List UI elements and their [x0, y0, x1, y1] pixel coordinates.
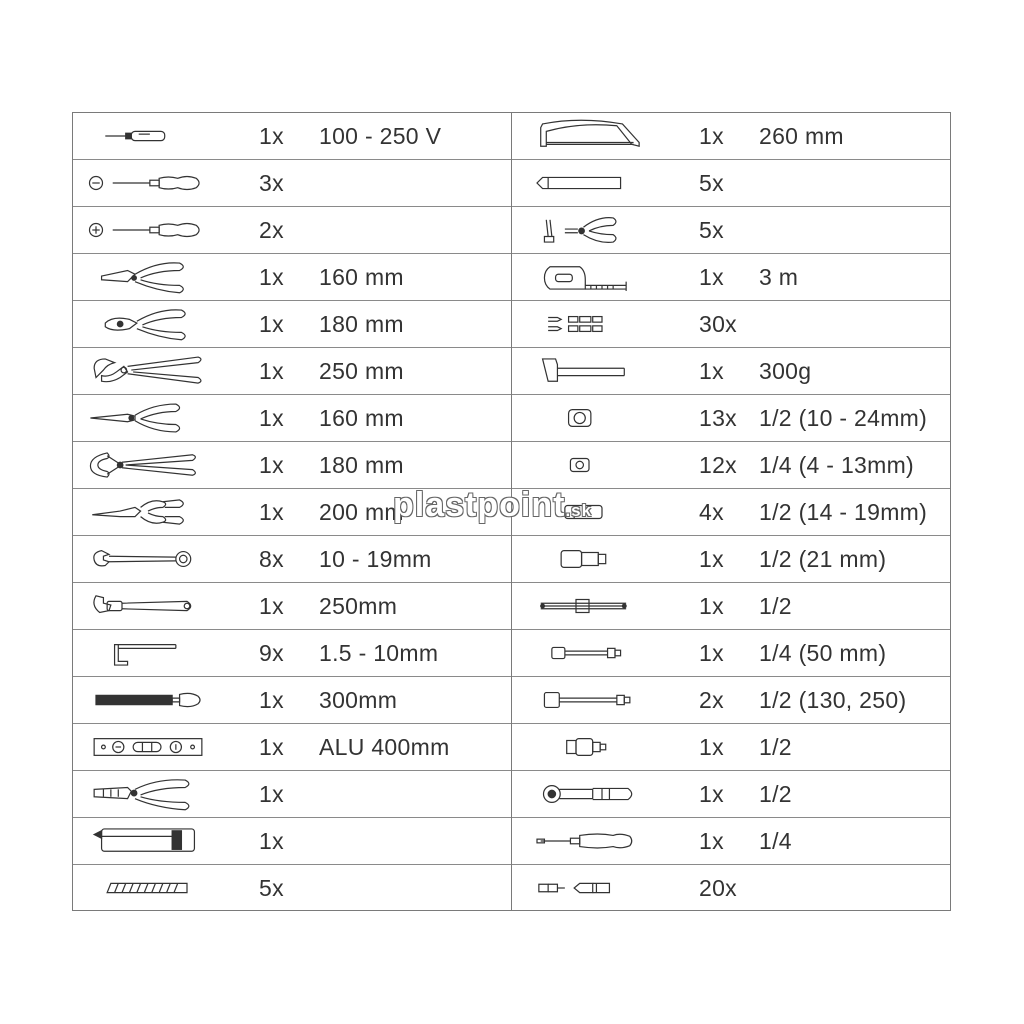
specification: 100 - 250 V [319, 123, 442, 149]
specification: 1/2 [759, 593, 792, 619]
combination-pliers-icon [83, 254, 213, 300]
snap-off-blade-icon [83, 865, 213, 911]
table-row [73, 630, 511, 677]
table-row [512, 724, 950, 771]
table-row [73, 301, 511, 348]
specification: 200 mm [319, 499, 404, 525]
quantity: 1x [699, 781, 724, 807]
table-row [73, 724, 511, 771]
table-row [73, 160, 511, 207]
specification: 1/2 (21 mm) [759, 546, 887, 572]
table-row [73, 865, 511, 912]
combination-wrench-icon [83, 536, 213, 582]
specification: 1/4 (4 - 13mm) [759, 452, 915, 478]
table-row [512, 160, 950, 207]
cable-terminals-icon [524, 301, 654, 347]
quantity: 1x [259, 781, 284, 807]
needle-nose-pliers-icon [83, 395, 213, 441]
quantity: 1x [699, 358, 724, 384]
quantity: 3x [259, 170, 284, 196]
short-extension-bar-icon [524, 630, 654, 676]
specification: 1/2 (10 - 24mm) [759, 405, 928, 431]
table-row [73, 207, 511, 254]
specification: 10 - 19mm [319, 546, 432, 572]
quantity: 1x [259, 123, 284, 149]
quantity: 1x [259, 499, 284, 525]
specification: 1/4 (50 mm) [759, 640, 887, 666]
specification: 180 mm [319, 452, 404, 478]
quantity: 1x [699, 264, 724, 290]
specification: 1/2 [759, 734, 792, 760]
table-row [73, 677, 511, 724]
quantity: 2x [699, 687, 724, 713]
socket-small-icon [524, 442, 654, 488]
table-row [73, 395, 511, 442]
table-row [512, 771, 950, 818]
table-row [512, 113, 950, 160]
quantity: 1x [259, 593, 284, 619]
specification: 160 mm [319, 405, 404, 431]
table-row [512, 677, 950, 724]
table-row [73, 818, 511, 865]
file-icon [83, 677, 213, 723]
specification: 1/2 [759, 781, 792, 807]
quantity: 1x [259, 405, 284, 431]
long-extension-bar-icon [524, 677, 654, 723]
specification: 260 mm [759, 123, 844, 149]
table-row [512, 630, 950, 677]
specification: 250 mm [319, 358, 404, 384]
specification: 250mm [319, 593, 398, 619]
table-row [512, 536, 950, 583]
table-row [512, 254, 950, 301]
table-row [512, 865, 950, 912]
table-row [73, 113, 511, 160]
quantity: 5x [699, 170, 724, 196]
quantity: 1x [699, 593, 724, 619]
spark-plug-socket-icon [524, 536, 654, 582]
ratchet-icon [524, 771, 654, 817]
phillips-screwdriver-icon [83, 207, 213, 253]
watermark: plastpoint.sk [393, 486, 593, 524]
specification: 300mm [319, 687, 398, 713]
specification: 1.5 - 10mm [319, 640, 439, 666]
table-row [512, 207, 950, 254]
specification: 180 mm [319, 311, 404, 337]
quantity: 1x [259, 687, 284, 713]
quantity: 5x [259, 875, 284, 901]
quantity: 4x [699, 499, 724, 525]
table-row [73, 583, 511, 630]
universal-joint-icon [524, 724, 654, 770]
specification: ALU 400mm [319, 734, 450, 760]
bit-driver-icon [524, 818, 654, 864]
specification: 1/4 [759, 828, 792, 854]
specification: 160 mm [319, 264, 404, 290]
specification: 300g [759, 358, 812, 384]
table-row [512, 583, 950, 630]
circlip-pliers-icon [524, 207, 654, 253]
quantity: 1x [699, 734, 724, 760]
table-row [73, 536, 511, 583]
end-cutting-pliers-icon [83, 442, 213, 488]
table-row [512, 818, 950, 865]
flat-screwdriver-icon [83, 160, 213, 206]
table-row [512, 348, 950, 395]
tape-measure-icon [524, 254, 654, 300]
quantity: 8x [259, 546, 284, 572]
quantity: 1x [259, 734, 284, 760]
specification: 1/2 (14 - 19mm) [759, 499, 928, 525]
table-row [512, 442, 950, 489]
quantity: 1x [699, 640, 724, 666]
table-row [73, 442, 511, 489]
quantity: 1x [259, 452, 284, 478]
t-bar-handle-icon [524, 583, 654, 629]
table-row [73, 254, 511, 301]
adjustable-wrench-icon [83, 583, 213, 629]
quantity: 1x [259, 358, 284, 384]
wire-stripper-icon [83, 771, 213, 817]
specification: 1/2 (130, 250) [759, 687, 907, 713]
bent-nose-pliers-icon [83, 489, 213, 535]
quantity: 13x [699, 405, 737, 431]
quantity: 1x [699, 546, 724, 572]
table-row [73, 771, 511, 818]
hammer-icon [524, 348, 654, 394]
water-pump-pliers-icon [83, 348, 213, 394]
hacksaw-icon [524, 113, 654, 159]
quantity: 5x [699, 217, 724, 243]
spirit-level-icon [83, 724, 213, 770]
specification: 3 m [759, 264, 799, 290]
quantity: 30x [699, 311, 737, 337]
table-row [512, 301, 950, 348]
socket-large-icon [524, 395, 654, 441]
quantity: 12x [699, 452, 737, 478]
quantity: 9x [259, 640, 284, 666]
hex-key-icon [83, 630, 213, 676]
quantity: 1x [259, 828, 284, 854]
screwdriver-bits-icon [524, 865, 654, 911]
table-row [73, 348, 511, 395]
quantity: 1x [259, 311, 284, 337]
diagonal-cutter-icon [83, 301, 213, 347]
utility-knife-icon [83, 818, 213, 864]
quantity: 20x [699, 875, 737, 901]
quantity: 2x [259, 217, 284, 243]
quantity: 1x [699, 828, 724, 854]
voltage-tester-icon [83, 113, 213, 159]
quantity: 1x [259, 264, 284, 290]
table-row [512, 395, 950, 442]
quantity: 1x [699, 123, 724, 149]
chisel-icon [524, 160, 654, 206]
